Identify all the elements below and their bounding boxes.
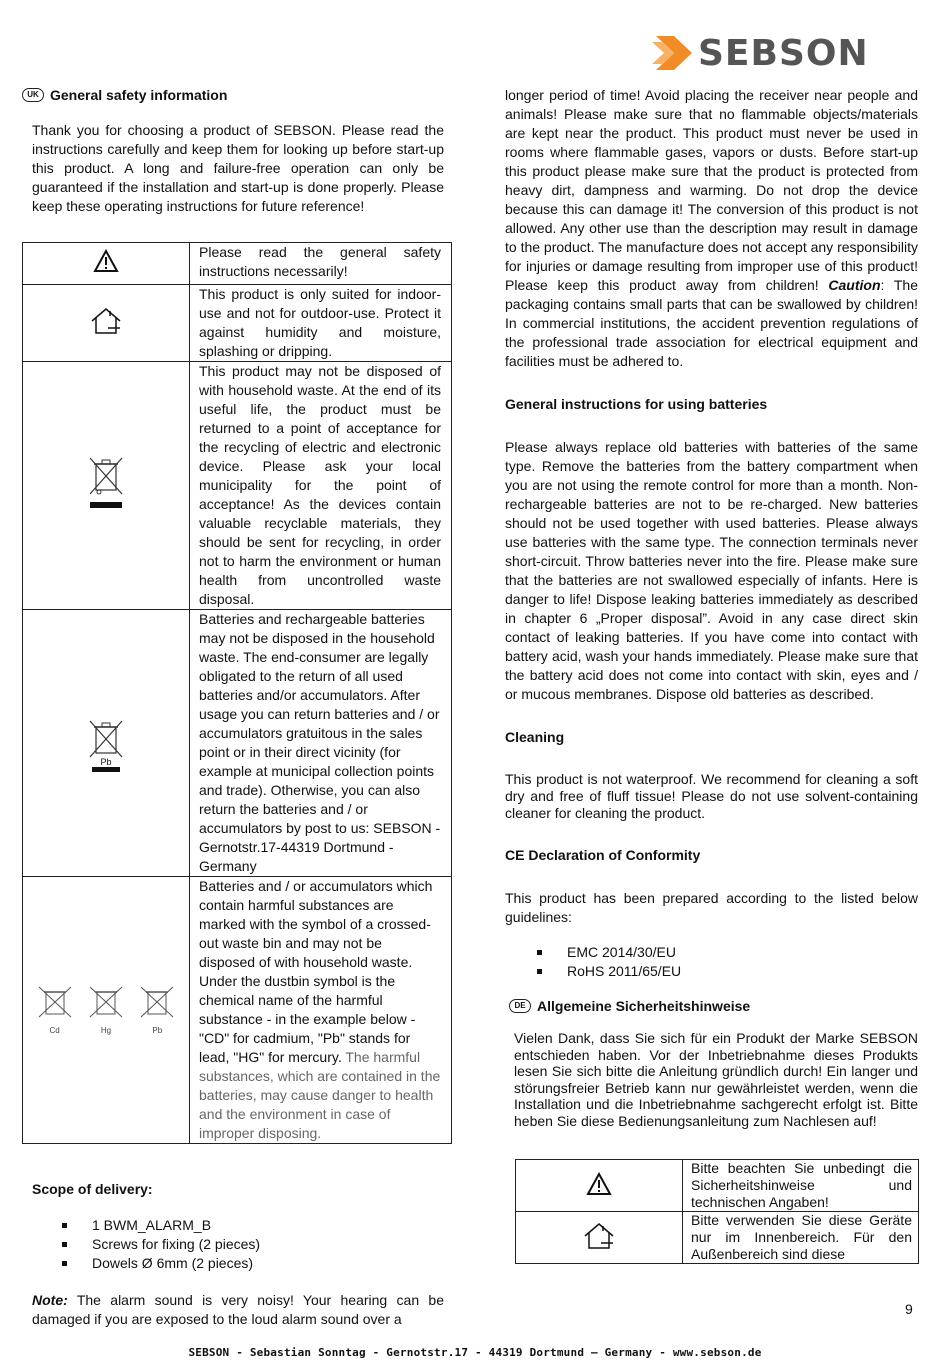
continuation-text: longer period of time! Avoid placing the receiver near people and animals! Please make sure that no flammable objects/materials are kept near the product. This product must never be used in rooms where flammable gases, vapors or dusts. Before start-up this product please make sure that the product is protected from heavy dirt, dampness and warming. Do not drop the device because this can damage it! The conversion of this product is not allowed. Any other use than the description may result in damage to the product. The manufacture does not accept any responsibility for injuries or damage resulting from improper use of this product! Please keep this product away from children! [505,87,918,293]
indoor-house-icon [23,285,190,362]
warning-triangle-icon [23,243,190,285]
bin-label: Cd [49,1025,60,1035]
warning-triangle-icon [516,1160,683,1212]
caution-text: : The packaging contains small parts that can be swallowed by children! In commercial institutions, the accident prevention regulations of the professional trade association for electrical equipment and facilities must be adhered to. [505,277,918,369]
bin-label: Pb [100,757,112,767]
mercury-bin-icon [86,985,126,1036]
batteries-text: Please always replace old batteries with batteries of the same type. Remove the batteries from the battery compartment when you are not using the remote control for more than a month. Non-rechargeable batteries are not to be re-charged. New batteries should not be used together with used batteries. Please always use batteries with the same type. The connection terminals never short-circuit. Throw batteries never into the fire. Please make sure that the batteries are not swallowed especially of infants. Here is danger to life! Dispose leaking batteries immediately as described in chapter 6 „Proper disposal”. Avoid in any case direct skin contact of leaking batteries. If you have come into contact with battery acid, wash your hands immediately. Please make sure that the battery acid does not come into contact with skin, eyes and / or mucous membranes. Dispose old batteries as described. [505,439,918,702]
crossed-bin-icon [23,362,190,610]
list-item: EMC 2014/30/EU [537,943,918,962]
cleaning-text: This product is not waterproof. We recommend for cleaning a soft dry and free of fluff tissue! Please do not use solvent-containing cleaner for cleaning the product. [505,771,918,821]
list-item: Screws for fixing (2 pieces) [62,1235,452,1254]
sebson-logo [652,33,869,74]
lead-bin-icon [137,985,177,1036]
table-row [516,1160,919,1212]
note-label: Note: [32,1292,68,1308]
caution-label: Caution [828,277,881,293]
safety-symbol-table [22,242,452,1144]
row-text-grey: The harmful substances, which are contained in the batteries, may cause danger to health and the environment in case of improper disposing. [199,1049,441,1141]
de-intro: Vielen Dank, dass Sie sich für ein Produkt der Marke SEBSON entschieden haben. Vor der Inbetriebnahme dieses Produkts lesen Sie sich bitte die Anleitung gründlich durch! Ein langer und störungsfreier Betrieb kann nur gewährleistet werden, wenn die Installation und die Inbetriebnahme sachgerecht erfolgt ist. Bitte heben Sie diese Bedienungsanleitung zum Nachlesen auf! [514,1030,918,1129]
sebson-arrow-icon [652,36,694,70]
row-text [190,877,452,1144]
battery-bin-pb-icon [23,610,190,877]
list-item: Dowels Ø 6mm (2 pieces) [62,1254,452,1273]
page-footer: SEBSON - Sebastian Sonntag - Gernotstr.17 - 44319 Dortmund – Germany - www.sebson.de [188,1346,762,1359]
cleaning-title: Cleaning [505,729,565,745]
list-item: RoHS 2011/65/EU [537,962,918,981]
de-symbol-table [515,1159,919,1264]
row-text: This product may not be disposed of with household waste. At the end of its useful life, the product must be returned to a point of acceptance for the recycling of electric and electronic device. Please ask your local municipality for the point of acceptance! As the devices contain valuable recyclable materials, they should be sent for recycling, in order not to harm the environment or human health from uncontrolled waste disposal. [190,362,452,610]
safety-heading-text: General safety information [50,87,228,103]
bin-label: Hg [100,1025,112,1035]
safety-heading [22,86,452,104]
cadmium-bin-icon [35,985,75,1036]
table-row [23,362,452,610]
de-heading [509,997,918,1015]
right-column [505,86,918,1264]
note-paragraph [32,1291,444,1329]
table-row [23,243,452,285]
table-row [23,877,452,1144]
indoor-house-icon [516,1212,683,1264]
uk-flag-badge: UK [22,88,44,102]
de-heading-text: Allgemeine Sicherheitshinweise [537,998,751,1014]
page-number: 9 [905,1301,913,1317]
ce-text: This product has been prepared according to the listed below guidelines: [505,890,918,925]
table-row [516,1212,919,1264]
row-text: Bitte verwenden Sie diese Geräte nur im Innenbereich. Für den Außenbereich sind diese [683,1212,919,1264]
table-row [23,610,452,877]
row-text: Batteries and rechargeable batteries may not be disposed in the household waste. The end-consumer are legally obligated to the return of all used batteries and/or accumulators. After usage you can return batteries and / or accumulators gratuitous in the sales point or in their direct vicinity (for example at municipal collection points and trade). Otherwise, you can also return the batteries and / or accumulators by post to us: SEBSON - Gernotstr.17-44319 Dortmund - Germany [190,610,452,877]
scope-title: Scope of delivery: [32,1181,153,1197]
row-text: This product is only suited for indoor-use and not for outdoor-use. Protect it against humidity and moisture, splashing or dripping. [190,285,452,362]
ce-title: CE Declaration of Conformity [505,847,701,863]
safety-continuation [505,86,918,371]
row-text-main: Batteries and / or accumulators which contain harmful substances are marked with the symbol of a crossed-out waste bin and may not be disposed of with household waste. Under the dustbin symbol is the chemical name of the harmful substance - in the example below - "CD" for cadmium, "Pb" stands for lead, "HG" for mercury. [199,878,433,1065]
ce-list [537,943,918,981]
safety-intro: Thank you for choosing a product of SEBSON. Please read the instructions carefully and keep them for looking up before start-up this product. A long and failure-free operation can only be guaranteed if the installation and start-up is done properly. Please keep these operating instructions for future reference! [32,122,444,214]
three-battery-bins-icon [23,877,190,1144]
row-text: Bitte beachten Sie unbedingt die Sicherheitshinweise und technischen Angaben! [683,1160,919,1212]
de-flag-badge: DE [509,999,531,1013]
brand-name: SEBSON [698,33,869,74]
left-column [22,86,452,1329]
list-item: 1 BWM_ALARM_B [62,1216,452,1235]
bin-label: Pb [152,1025,163,1035]
table-row [23,285,452,362]
scope-list [62,1216,452,1273]
row-text: Please read the general safety instructions necessarily! [190,243,452,285]
note-text: The alarm sound is very noisy! Your hearing can be damaged if you are exposed to the loud alarm sound over a [32,1292,444,1327]
batteries-title: General instructions for using batteries [505,396,768,412]
